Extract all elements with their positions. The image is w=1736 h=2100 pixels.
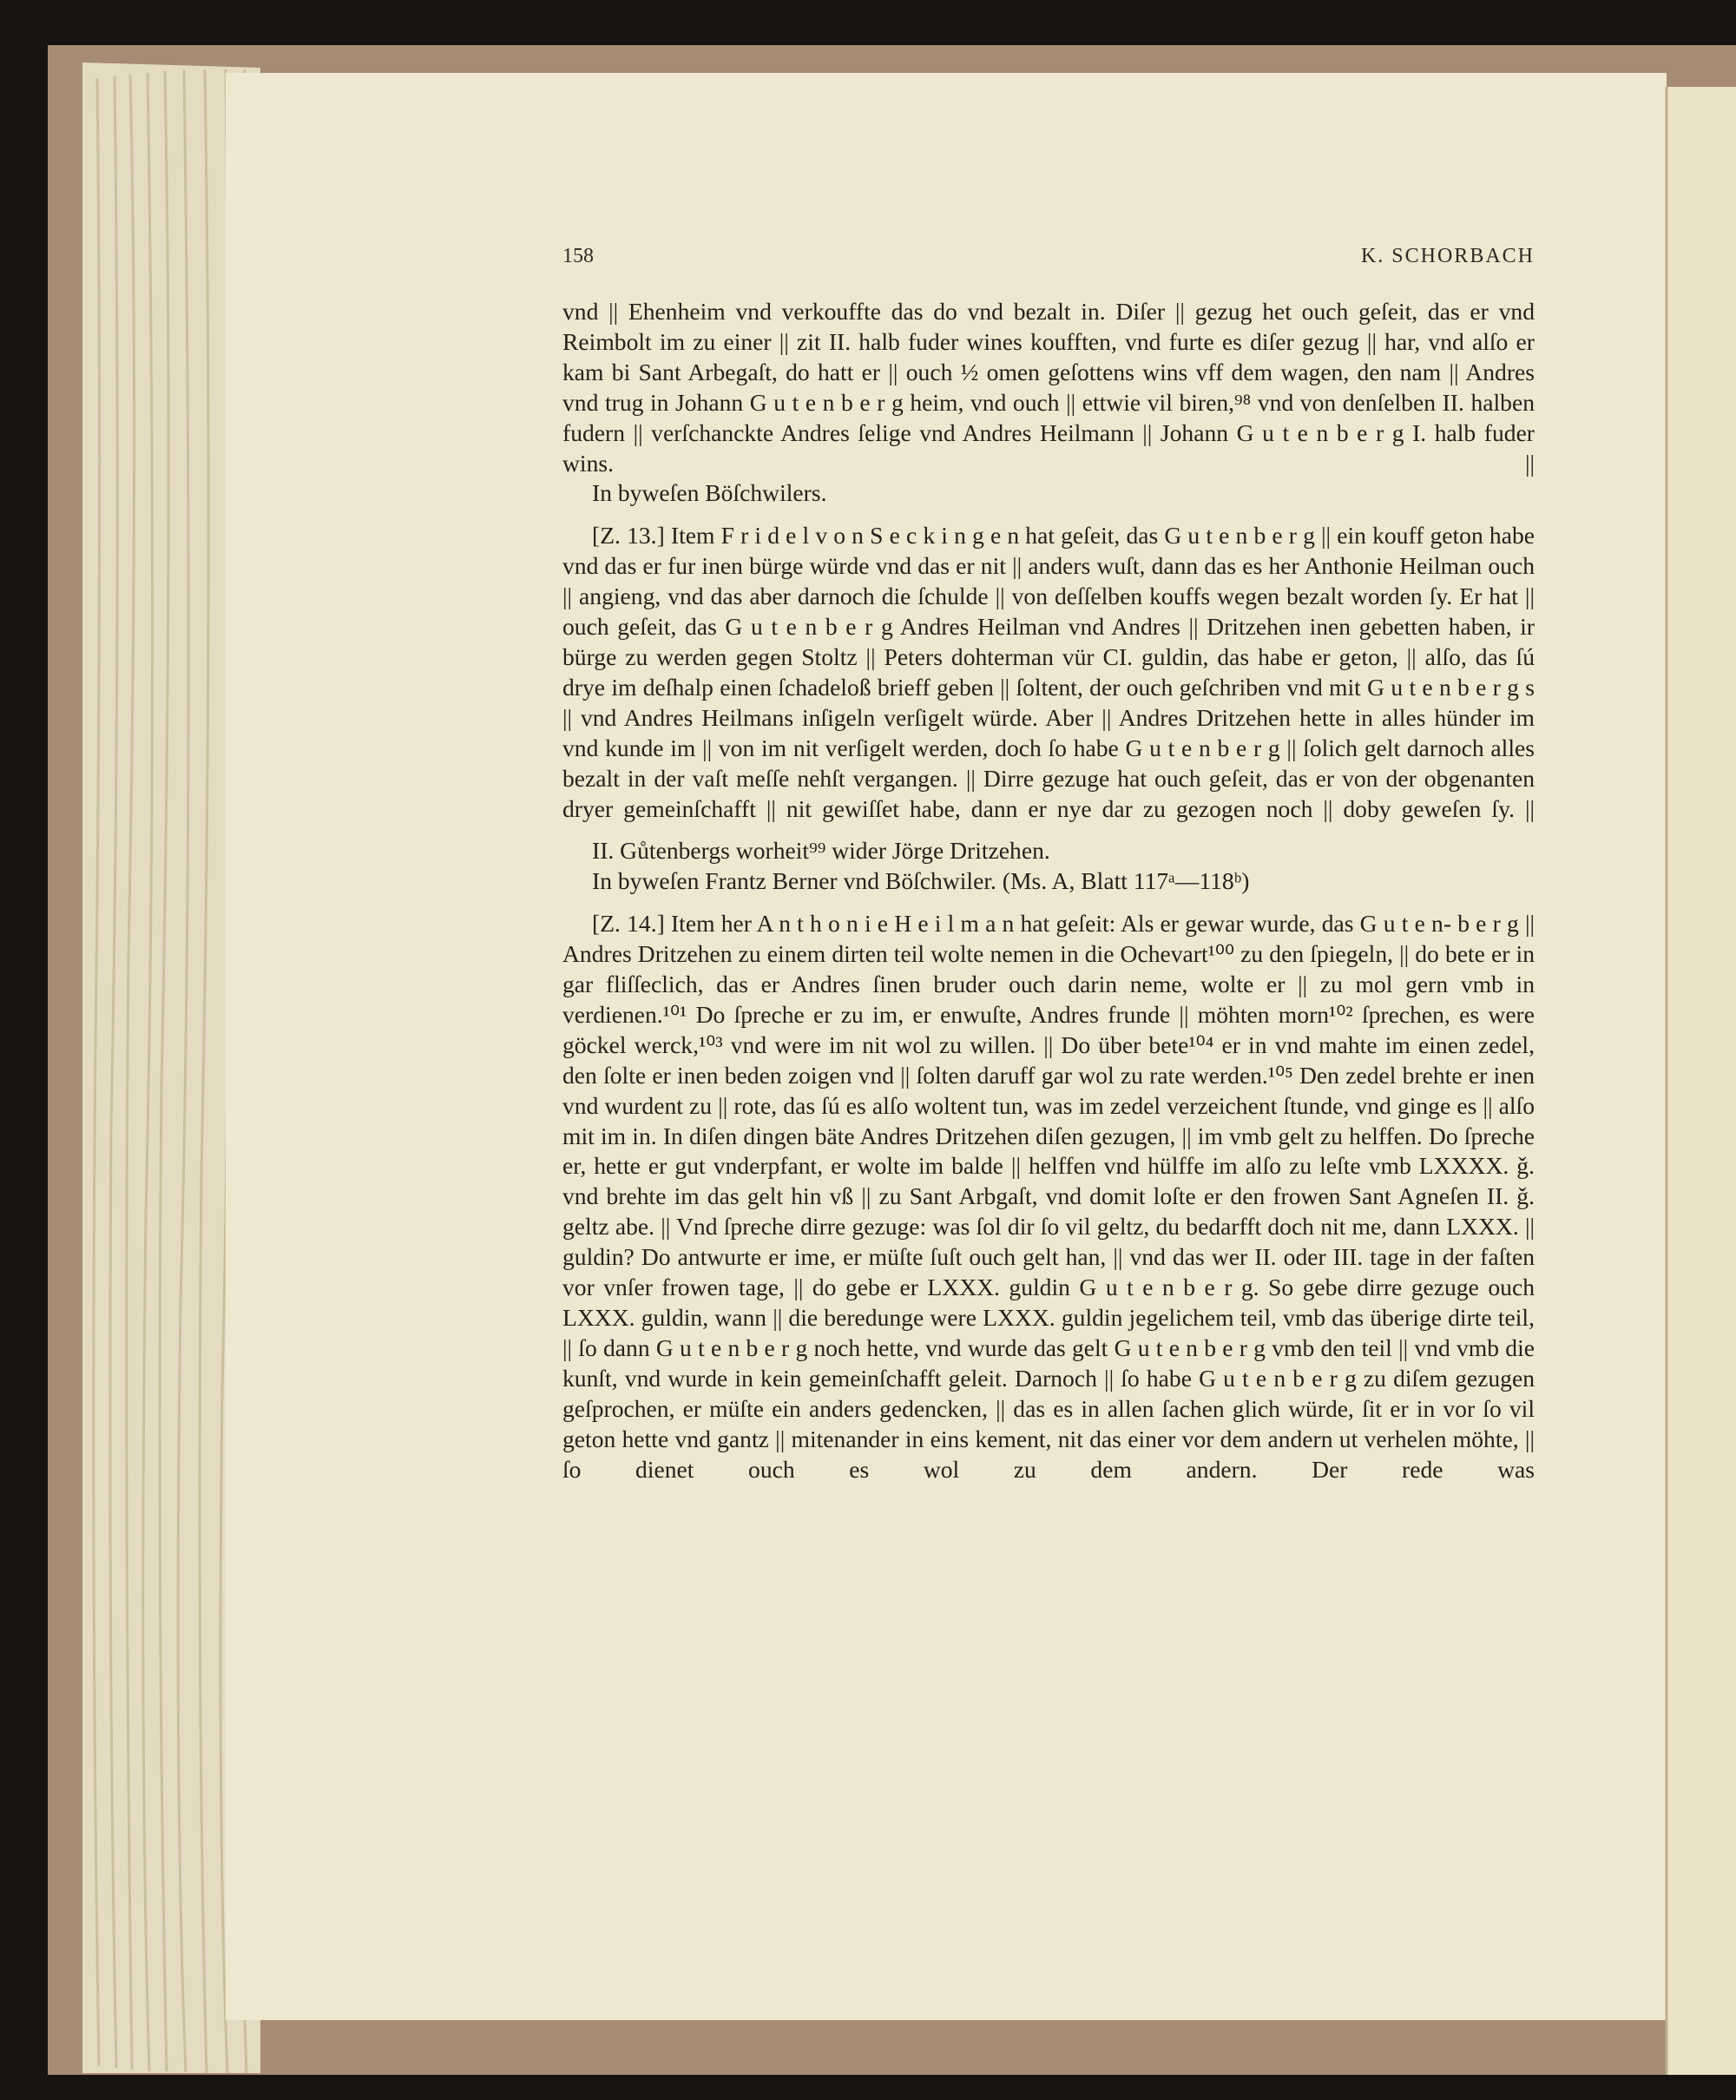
paragraph-witness-note-1: In byweſen Böſchwilers. xyxy=(592,479,827,507)
paragraph-testimony-continuation: vnd || Ehenheim vnd verkouffte das do vnd bezalt in. Diſer || gezug het ouch geſeit, das er vnd Reimbolt im zu einer || zit II. halb fuder wines koufften, vnd furte es diſer gezug || har, vnd alſo er kam bi Sant Arbegaſt, do hatt er || ouch ½ omen geſottens wins vff dem wagen, den nam || Andres vnd trug in Johann G u t e n b e r g heim, vnd ouch || ettwie vil biren,⁹⁸ vnd von denſelben II. halben fudern || verſchanckte Andres ſelige vnd Andres Heilmann || Johann G u t e n b e r g I. halb fuder wins. || xyxy=(562,298,1535,477)
page-header xyxy=(562,245,1535,276)
paragraph-z13: [Z. 13.] Item F r i d e l v o n S e c k i n g e n hat geſeit, das G u t e n b e r g || ein kouff geton habe vnd das er fur inen bürge würde vnd das er nit || anders wuſt, dann das es her Anthonie Heilman ouch || angieng, vnd das aber darnoch die ſchulde || von deſſelben kouffs wegen bezalt worden ſy. Er hat || ouch geſeit, das G u t e n b e r g Andres Heilman vnd Andres || Dritzehen inen gebetten haben, ir bürge zu werden gegen Stoltz || Peters dohterman vür CI. guldin, das habe er geton, || alſo, das ſú drye im deſhalp einen ſchadeloß brieff geben || ſoltent, der ouch geſchriben vnd mit G u t e n b e r g s || vnd Andres Heilmans inſigeln verſigelt würde. Aber || Andres Dritzehen hette in alles hünder im vnd kunde im || von im nit verſigelt werden, doch ſo habe G u t e n b e r g || ſolich gelt darnoch alles bezalt in der vaſt meſſe nehſt vergangen. || Dirre gezuge hat ouch geſeit, das er von der obgenanten dryer gemeinſchafft || nit gewiſſet habe, dann er nye dar zu gezogen noch || doby geweſen ſy. || xyxy=(562,522,1535,822)
body-text xyxy=(562,297,1535,1484)
running-head: K. SCHORBACH xyxy=(1360,245,1535,267)
paragraph-witness-note-2: In byweſen Frantz Berner vnd Böſchwiler. (Ms. A, Blatt 117ᵃ—118ᵇ) xyxy=(592,867,1250,895)
page-number: 158 xyxy=(562,245,594,267)
paragraph-section-heading: II. Gůtenbergs worheit⁹⁹ wider Jörge Dritzehen. xyxy=(592,837,1050,865)
paragraph-z14: [Z. 14.] Item her A n t h o n i e H e i l m a n hat geſeit: Als er gewar wurde, das G u t e n- b e r g || Andres Dritzehen zu einem dirten teil wolte nemen in die Ochevart¹⁰⁰ zu den ſpiegeln, || do bete er in gar fliſſeclich, das er Andres ſinen bruder ouch darin neme, wolte er || zu mol gern vmb in verdienen.¹⁰¹ Do ſpreche er zu im, er enwuſte, Andres frunde || möhten morn¹⁰² ſprechen, es were göckel werck,¹⁰³ vnd were im nit wol zu willen. || Do über bete¹⁰⁴ er in vnd mahte im einen zedel, den ſolte er inen beden zoigen vnd || ſolten daruff gar wol zu rate werden.¹⁰⁵ Den zedel brehte er inen vnd wurdent zu || rote, das ſú es alſo woltent tun, was im zedel verzeichent ſtunde, vnd ginge es || alſo mit im in. In diſen dingen bäte Andres Dritzehen diſen gezugen, || im vmb gelt zu helffen. Do ſpreche er, hette er gut vnderpfant, er wolte im balde || helffen vnd hülffe im alſo zu leſte vmb LXXXX. ǧ. vnd brehte im das gelt hin vß || zu Sant Arbgaſt, vnd domit loſte er den frowen Sant Agneſen II. ǧ. geltz abe. || Vnd ſpreche dirre gezuge: was ſol dir ſo vil geltz, du bedarfft doch nit me, dann LXXX. || guldin? Do antwurte er ime, er müſte ſuſt ouch gelt han, || vnd das wer II. oder III. tage in der faſten vor vnſer frowen tage, || do gebe er LXXX. guldin G u t e n b e r g. So gebe dirre gezuge ouch LXXX. guldin, wann || die beredunge were LXXX. guldin jegelichem teil, vmb das überige dirte teil, || ſo dann G u t e n b e r g noch hette, vnd wurde das gelt G u t e n b e r g vmb den teil || vnd vmb die kunſt, vnd wurde in kein gemeinſchafft geleit. Darnoch || ſo habe G u t e n b e r g zu diſem gezugen geſprochen, er müſte ein anders gedencken, || das es in allen ſachen glich würde, ſit er in vor ſo vil geton hette vnd gantz || mitenander in eins kement, nit das einer vor dem andern ut verhelen möhte, || ſo dienet ouch es wol zu dem andern. Der rede was xyxy=(562,910,1535,1483)
